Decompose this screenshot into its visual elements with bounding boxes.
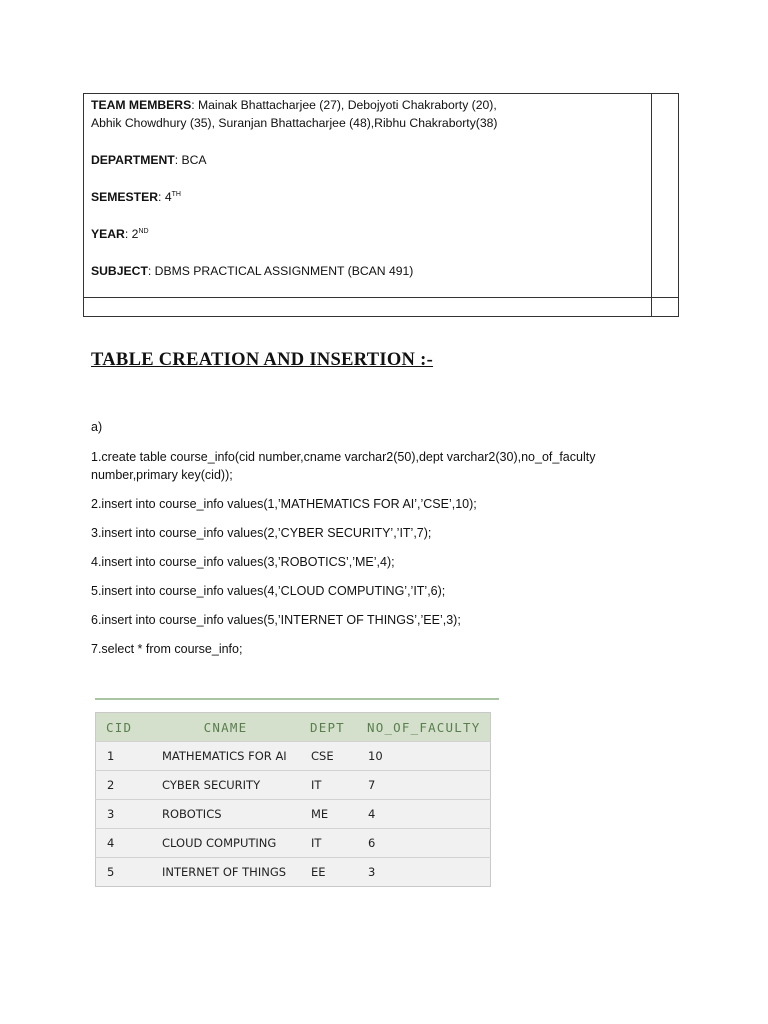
cell-dept: EE [300, 858, 357, 887]
semester-superscript: TH [171, 191, 181, 198]
team-members-label: TEAM MEMBERS [91, 98, 192, 112]
part-label: a) [91, 420, 103, 434]
semester-label: SEMESTER [91, 190, 159, 204]
sql-query: 3.insert into course_info values(2,’CYBER SECURITY’,’IT’,7); [91, 526, 432, 540]
result-top-rule [95, 698, 499, 700]
cell-cid: 2 [96, 771, 152, 800]
team-info-cell [91, 96, 646, 280]
table-row [96, 858, 491, 887]
semester-line [91, 188, 646, 206]
column-header-cname: CNAME [151, 713, 300, 742]
column-header-dept: DEPT [300, 713, 357, 742]
subject-line [91, 262, 646, 280]
cell-cid: 3 [96, 800, 152, 829]
year-label: YEAR [91, 227, 125, 241]
cell-cname: INTERNET OF THINGS [151, 858, 300, 887]
cell-cid: 5 [96, 858, 152, 887]
cell-cid: 4 [96, 829, 152, 858]
table-column-divider [651, 94, 652, 316]
cell-cname: CLOUD COMPUTING [151, 829, 300, 858]
table-row-divider [84, 297, 678, 298]
department-label: DEPARTMENT [91, 153, 175, 167]
year-line [91, 225, 646, 243]
table-row [96, 771, 491, 800]
cell-faculty: 7 [357, 771, 491, 800]
team-info-table [83, 93, 679, 317]
sql-query: 6.insert into course_info values(5,’INTERNET OF THINGS’,’EE’,3); [91, 613, 461, 627]
cell-faculty: 4 [357, 800, 491, 829]
cell-faculty: 10 [357, 742, 491, 771]
query-result-table [95, 712, 491, 887]
table-row [96, 829, 491, 858]
sql-query: 4.insert into course_info values(3,’ROBOTICS’,’ME’,4); [91, 555, 395, 569]
cell-dept: IT [300, 829, 357, 858]
sql-query-list [91, 448, 651, 669]
team-members-line [91, 96, 646, 114]
subject-label: SUBJECT [91, 264, 148, 278]
department-line [91, 151, 646, 169]
year-value: : 2 [124, 227, 139, 241]
cell-cname: CYBER SECURITY [151, 771, 300, 800]
query-result-screenshot [95, 698, 499, 890]
cell-cid: 1 [96, 742, 152, 771]
department-value: : BCA [174, 153, 207, 167]
column-header-faculty: NO_OF_FACULTY [357, 713, 491, 742]
column-header-cid: CID [96, 713, 152, 742]
cell-dept: CSE [300, 742, 357, 771]
section-heading: TABLE CREATION AND INSERTION :- [91, 350, 434, 370]
cell-faculty: 3 [357, 858, 491, 887]
cell-cname: MATHEMATICS FOR AI [151, 742, 300, 771]
sql-query: 2.insert into course_info values(1,’MATHEMATICS FOR AI’,’CSE’,10); [91, 497, 477, 511]
semester-value: : 4 [158, 190, 172, 204]
table-row [96, 800, 491, 829]
cell-dept: ME [300, 800, 357, 829]
sql-query: 1.create table course_info(cid number,cname varchar2(50),dept varchar2(30),no_of_faculty number,primary key(cid)); [91, 450, 596, 482]
sql-query: 7.select * from course_info; [91, 642, 243, 656]
table-row [96, 742, 491, 771]
team-members-value: : Mainak Bhattacharjee (27), Debojyoti Chakraborty (20), [191, 98, 497, 112]
sql-query: 5.insert into course_info values(4,’CLOUD COMPUTING’,’IT’,6); [91, 584, 446, 598]
cell-faculty: 6 [357, 829, 491, 858]
cell-cname: ROBOTICS [151, 800, 300, 829]
result-header-row [96, 713, 491, 742]
year-superscript: ND [138, 228, 149, 235]
subject-value: : DBMS PRACTICAL ASSIGNMENT (BCAN 491) [147, 264, 414, 278]
cell-dept: IT [300, 771, 357, 800]
team-members-line-2: Abhik Chowdhury (35), Suranjan Bhattacharjee (48),Ribhu Chakraborty(38) [91, 116, 498, 130]
